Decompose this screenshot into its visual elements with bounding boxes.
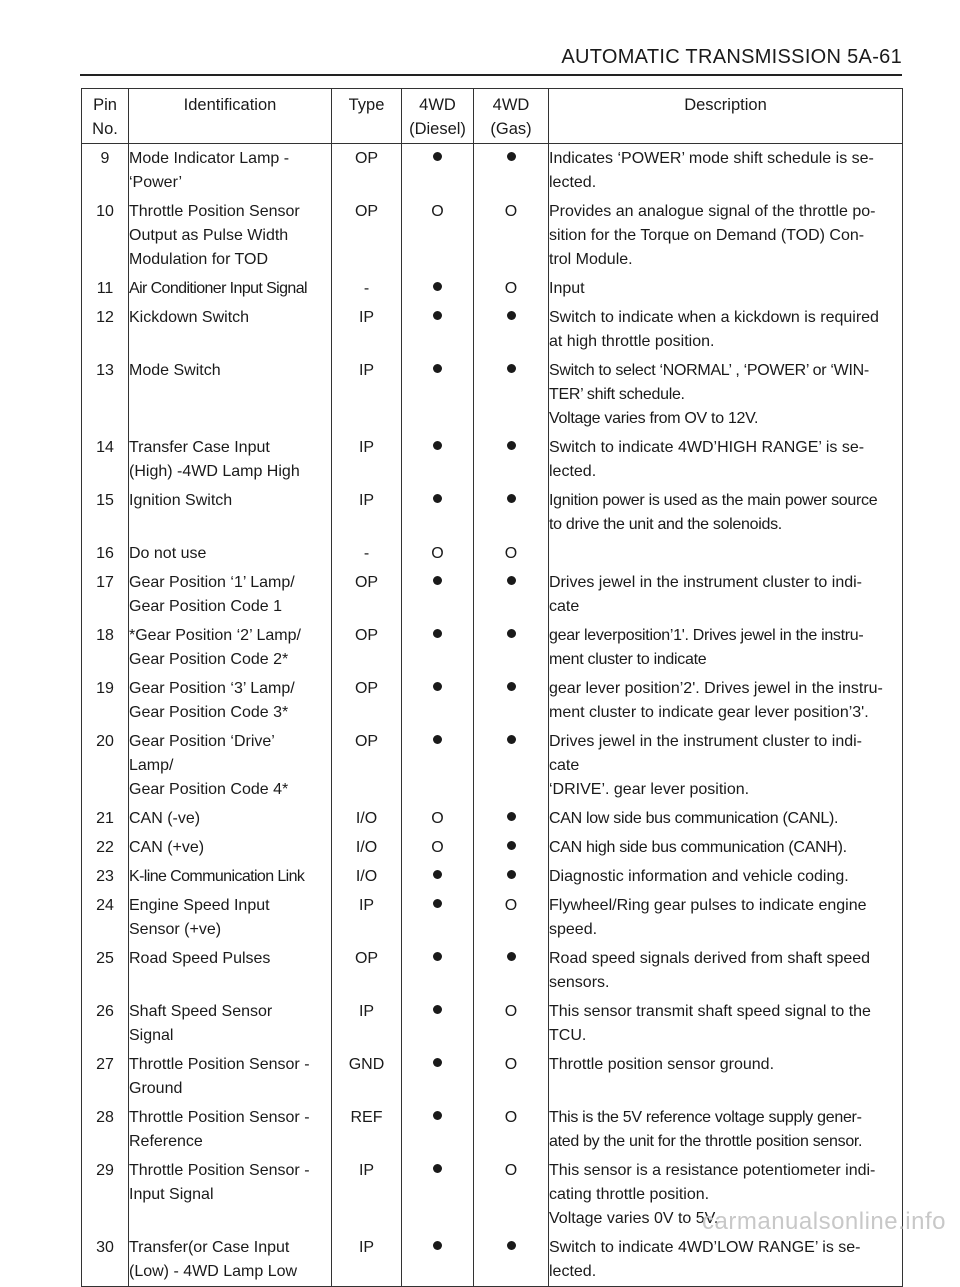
identification-line: (Low) - 4WD Lamp Low (129, 1263, 298, 1280)
gas-applicability (474, 944, 549, 997)
identification-line: Do not use (129, 545, 207, 562)
pin-identification (129, 1156, 332, 1233)
filled-dot-icon (433, 952, 442, 961)
description-line: Switch to indicate when a kickdown is required (549, 309, 879, 326)
filled-dot-icon (507, 152, 516, 161)
signal-type: - (332, 539, 402, 568)
pin-description (549, 197, 903, 274)
pin-identification (129, 804, 332, 833)
signal-type: REF (332, 1103, 402, 1156)
open-circle-mark: O (504, 1003, 518, 1020)
description-line: ated by the unit for the throttle position sensor. (549, 1133, 863, 1150)
signal-type: OP (332, 674, 402, 727)
pin-description (549, 433, 903, 486)
filled-dot-icon (507, 311, 516, 320)
col-header-diesel-line1: 4WD (419, 96, 456, 114)
gas-applicability (474, 356, 549, 433)
filled-dot-icon (507, 494, 516, 503)
description-line: Switch to select ‘NORMAL’ , ‘POWER’ or ‘WIN- (549, 362, 869, 379)
identification-line: Gear Position Code 1 (129, 598, 282, 615)
signal-type: I/O (332, 804, 402, 833)
identification-line: Signal (129, 1027, 174, 1044)
pin-number: 10 (82, 197, 129, 274)
pin-identification (129, 433, 332, 486)
gas-applicability (474, 568, 549, 621)
col-header-description: Description (549, 89, 903, 144)
pin-description (549, 303, 903, 356)
open-circle-mark: O (431, 203, 444, 220)
pin-description (549, 944, 903, 997)
identification-line: CAN (-ve) (129, 810, 201, 827)
pin-identification (129, 833, 332, 862)
filled-dot-icon (433, 735, 442, 744)
filled-dot-icon (507, 735, 516, 744)
gas-applicability (474, 727, 549, 804)
diesel-applicability (402, 891, 474, 944)
pin-identification (129, 944, 332, 997)
description-line: Drives jewel in the instrument cluster to indi- (549, 733, 863, 750)
identification-line: Mode Switch (129, 362, 221, 379)
description-line: lected. (549, 174, 597, 191)
signal-type: IP (332, 1156, 402, 1233)
signal-type: IP (332, 356, 402, 433)
gas-applicability (474, 862, 549, 891)
identification-line: Sensor (+ve) (129, 921, 222, 938)
open-circle-mark: O (431, 839, 444, 856)
diesel-applicability (402, 804, 474, 833)
identification-line: Throttle Position Sensor - (129, 1056, 310, 1073)
pin-identification (129, 539, 332, 568)
signal-type: OP (332, 621, 402, 674)
identification-line: Throttle Position Sensor - (129, 1162, 310, 1179)
gas-applicability (474, 891, 549, 944)
table-row (82, 539, 903, 568)
pin-table (81, 88, 903, 1287)
pin-description (549, 1103, 903, 1156)
pin-description (549, 568, 903, 621)
description-line: cating throttle position. (549, 1186, 710, 1203)
open-circle-mark: O (504, 1056, 518, 1073)
filled-dot-icon (433, 311, 442, 320)
pin-identification (129, 486, 332, 539)
table-row (82, 433, 903, 486)
pin-identification (129, 1233, 332, 1287)
open-circle-mark: O (504, 1162, 518, 1179)
diesel-applicability (402, 997, 474, 1050)
pin-description (549, 997, 903, 1050)
filled-dot-icon (507, 441, 516, 450)
pin-number: 17 (82, 568, 129, 621)
diesel-applicability (402, 197, 474, 274)
filled-dot-icon (433, 494, 442, 503)
description-line: sensors. (549, 974, 610, 991)
gas-applicability (474, 997, 549, 1050)
description-line: CAN high side bus communication (CANH). (549, 839, 847, 856)
gas-applicability (474, 833, 549, 862)
signal-type: IP (332, 891, 402, 944)
diesel-applicability (402, 1103, 474, 1156)
signal-type: OP (332, 944, 402, 997)
pin-number: 26 (82, 997, 129, 1050)
filled-dot-icon (507, 629, 516, 638)
pin-identification (129, 197, 332, 274)
pin-number: 9 (82, 144, 129, 198)
description-line: lected. (549, 463, 597, 480)
open-circle-mark: O (431, 810, 444, 827)
identification-line: Lamp/ (129, 757, 174, 774)
description-line: sition for the Torque on Demand (TOD) Con- (549, 227, 865, 244)
open-circle-mark: O (431, 545, 444, 562)
table-row (82, 274, 903, 303)
table-row (82, 944, 903, 997)
filled-dot-icon (433, 899, 442, 908)
pin-description (549, 1233, 903, 1287)
pin-description (549, 891, 903, 944)
gas-applicability (474, 197, 549, 274)
pin-number: 24 (82, 891, 129, 944)
identification-line: Shaft Speed Sensor (129, 1003, 273, 1020)
identification-line: Engine Speed Input (129, 897, 270, 914)
page-title: AUTOMATIC TRANSMISSION 5A-61 (561, 46, 902, 68)
col-header-gas-line1: 4WD (492, 96, 530, 114)
table-row (82, 356, 903, 433)
pin-number: 12 (82, 303, 129, 356)
description-line: Input (549, 280, 585, 297)
description-line: This sensor is a resistance potentiometer indi- (549, 1162, 876, 1179)
filled-dot-icon (507, 952, 516, 961)
filled-dot-icon (507, 682, 516, 691)
signal-type: IP (332, 1233, 402, 1287)
diesel-applicability (402, 486, 474, 539)
pin-number: 25 (82, 944, 129, 997)
gas-applicability (474, 303, 549, 356)
description-line: Provides an analogue signal of the throttle po- (549, 203, 876, 220)
gas-applicability (474, 486, 549, 539)
description-line: Road speed signals derived from shaft speed (549, 950, 871, 967)
signal-type: - (332, 274, 402, 303)
description-line: ment cluster to indicate gear lever position’3'. (549, 704, 869, 721)
table-row (82, 1103, 903, 1156)
identification-line: Transfer Case Input (129, 439, 270, 456)
header-rule (80, 74, 902, 76)
filled-dot-icon (507, 576, 516, 585)
pin-description (549, 539, 903, 568)
gas-applicability (474, 274, 549, 303)
pin-description (549, 486, 903, 539)
pin-description (549, 833, 903, 862)
identification-line: Reference (129, 1133, 203, 1150)
diesel-applicability (402, 944, 474, 997)
signal-type: IP (332, 303, 402, 356)
pin-description (549, 862, 903, 891)
description-line: Diagnostic information and vehicle coding. (549, 868, 849, 885)
pin-description (549, 274, 903, 303)
open-circle-mark: O (504, 280, 518, 297)
identification-line: Road Speed Pulses (129, 950, 271, 967)
signal-type: GND (332, 1050, 402, 1103)
pin-number: 22 (82, 833, 129, 862)
identification-line: Throttle Position Sensor - (129, 1109, 310, 1126)
open-circle-mark: O (504, 545, 518, 562)
pin-number: 19 (82, 674, 129, 727)
pin-number: 16 (82, 539, 129, 568)
table-row (82, 804, 903, 833)
open-circle-mark: O (504, 1109, 518, 1126)
gas-applicability (474, 804, 549, 833)
col-header-diesel-line2: (Diesel) (409, 120, 466, 138)
identification-line: (High) -4WD Lamp High (129, 463, 300, 480)
filled-dot-icon (507, 1241, 516, 1250)
table-row (82, 486, 903, 539)
pin-identification (129, 303, 332, 356)
filled-dot-icon (433, 1164, 442, 1173)
filled-dot-icon (507, 841, 516, 850)
table-row (82, 303, 903, 356)
signal-type: OP (332, 727, 402, 804)
gas-applicability (474, 539, 549, 568)
pin-identification (129, 621, 332, 674)
description-line: Indicates ‘POWER’ mode shift schedule is se- (549, 150, 874, 167)
table-row (82, 727, 903, 804)
diesel-applicability (402, 727, 474, 804)
identification-line: Output as Pulse Width (129, 227, 289, 244)
pin-identification (129, 674, 332, 727)
diesel-applicability (402, 621, 474, 674)
filled-dot-icon (433, 629, 442, 638)
signal-type: IP (332, 486, 402, 539)
gas-applicability (474, 674, 549, 727)
description-line: TCU. (549, 1027, 587, 1044)
pin-identification (129, 144, 332, 198)
pin-description (549, 144, 903, 198)
pin-description (549, 356, 903, 433)
filled-dot-icon (433, 576, 442, 585)
diesel-applicability (402, 356, 474, 433)
description-line: trol Module. (549, 251, 633, 268)
pin-number: 20 (82, 727, 129, 804)
description-line: cate (549, 757, 580, 774)
signal-type: OP (332, 197, 402, 274)
diesel-applicability (402, 1233, 474, 1287)
filled-dot-icon (433, 1241, 442, 1250)
description-line: at high throttle position. (549, 333, 715, 350)
open-circle-mark: O (504, 203, 518, 220)
pin-identification (129, 568, 332, 621)
description-line: Switch to indicate 4WD’HIGH RANGE’ is se- (549, 439, 865, 456)
diesel-applicability (402, 1156, 474, 1233)
col-header-identification: Identification (129, 89, 332, 144)
table-row (82, 833, 903, 862)
pin-description (549, 1050, 903, 1103)
identification-line: ‘Power’ (129, 174, 183, 191)
description-line: Drives jewel in the instrument cluster to indi- (549, 574, 863, 591)
gas-applicability (474, 1103, 549, 1156)
identification-line: Gear Position ‘3’ Lamp/ (129, 680, 295, 697)
table-row (82, 862, 903, 891)
pin-identification (129, 727, 332, 804)
description-line: ment cluster to indicate (549, 651, 707, 668)
identification-line: Mode Indicator Lamp - (129, 150, 290, 167)
gas-applicability (474, 433, 549, 486)
col-header-gas (474, 89, 549, 144)
col-header-gas-line2: (Gas) (490, 120, 532, 138)
filled-dot-icon (433, 441, 442, 450)
pin-number: 21 (82, 804, 129, 833)
description-line: Voltage varies 0V to 5V. (549, 1210, 719, 1227)
signal-type: IP (332, 997, 402, 1050)
filled-dot-icon (433, 282, 442, 291)
identification-line: Ignition Switch (129, 492, 233, 509)
table-row (82, 144, 903, 198)
gas-applicability (474, 144, 549, 198)
diesel-applicability (402, 833, 474, 862)
table-row (82, 891, 903, 944)
identification-line: Gear Position ‘1’ Lamp/ (129, 574, 295, 591)
pin-number: 18 (82, 621, 129, 674)
identification-line: *Gear Position ‘2’ Lamp/ (129, 627, 301, 644)
pin-number: 28 (82, 1103, 129, 1156)
page-header (80, 46, 902, 76)
description-line: speed. (549, 921, 598, 938)
pin-identification (129, 891, 332, 944)
description-line: ‘DRIVE’. gear lever position. (549, 781, 750, 798)
signal-type: OP (332, 568, 402, 621)
diesel-applicability (402, 433, 474, 486)
table-row (82, 197, 903, 274)
table-row (82, 997, 903, 1050)
identification-line: Gear Position Code 4* (129, 781, 289, 798)
identification-line: CAN (+ve) (129, 839, 205, 856)
description-line: to drive the unit and the solenoids. (549, 516, 782, 533)
signal-type: IP (332, 433, 402, 486)
gas-applicability (474, 1156, 549, 1233)
table-row (82, 1233, 903, 1287)
table-row (82, 1050, 903, 1103)
filled-dot-icon (507, 812, 516, 821)
signal-type: I/O (332, 833, 402, 862)
description-line: This is the 5V reference voltage supply gener- (549, 1109, 862, 1126)
pin-number: 29 (82, 1156, 129, 1233)
description-line: TER’ shift schedule. (549, 386, 685, 403)
identification-line: Modulation for TOD (129, 251, 269, 268)
identification-line: Transfer(or Case Input (129, 1239, 290, 1256)
table-row (82, 674, 903, 727)
identification-line: Air Conditioner Input Signal (129, 280, 307, 297)
description-line: Voltage varies from OV to 12V. (549, 410, 759, 427)
identification-line: Gear Position Code 3* (129, 704, 289, 721)
filled-dot-icon (433, 870, 442, 879)
diesel-applicability (402, 674, 474, 727)
description-line: lected. (549, 1263, 597, 1280)
diesel-applicability (402, 862, 474, 891)
description-line: This sensor transmit shaft speed signal to the (549, 1003, 871, 1020)
filled-dot-icon (433, 1058, 442, 1067)
filled-dot-icon (433, 364, 442, 373)
description-line: Throttle position sensor ground. (549, 1056, 775, 1073)
pin-description (549, 804, 903, 833)
signal-type: OP (332, 144, 402, 198)
filled-dot-icon (507, 870, 516, 879)
pin-description (549, 674, 903, 727)
table-row (82, 568, 903, 621)
diesel-applicability (402, 144, 474, 198)
pin-number: 14 (82, 433, 129, 486)
pin-number: 30 (82, 1233, 129, 1287)
diesel-applicability (402, 303, 474, 356)
pin-identification (129, 1103, 332, 1156)
identification-line: Kickdown Switch (129, 309, 250, 326)
pin-identification (129, 997, 332, 1050)
gas-applicability (474, 1050, 549, 1103)
pin-identification (129, 274, 332, 303)
identification-line: Ground (129, 1080, 183, 1097)
col-header-pin (82, 89, 129, 144)
open-circle-mark: O (504, 897, 518, 914)
table-header-row (82, 89, 903, 144)
diesel-applicability (402, 274, 474, 303)
description-line: CAN low side bus communication (CANL). (549, 810, 839, 827)
filled-dot-icon (433, 1005, 442, 1014)
identification-line: Gear Position ‘Drive’ (129, 733, 275, 750)
filled-dot-icon (433, 1111, 442, 1120)
filled-dot-icon (433, 682, 442, 691)
pin-description (549, 621, 903, 674)
signal-type: I/O (332, 862, 402, 891)
description-line: Ignition power is used as the main power source (549, 492, 878, 509)
col-header-diesel (402, 89, 474, 144)
gas-applicability (474, 1233, 549, 1287)
description-line: Switch to indicate 4WD’LOW RANGE’ is se- (549, 1239, 861, 1256)
identification-line: Gear Position Code 2* (129, 651, 289, 668)
col-header-pin-line1: Pin (93, 96, 117, 114)
pin-number: 15 (82, 486, 129, 539)
table-row (82, 621, 903, 674)
pin-table-body (82, 144, 903, 1287)
col-header-type: Type (332, 89, 402, 144)
identification-line: K-line Communication Link (129, 868, 305, 885)
pin-number: 11 (82, 274, 129, 303)
identification-line: Input Signal (129, 1186, 214, 1203)
diesel-applicability (402, 539, 474, 568)
description-line: Flywheel/Ring gear pulses to indicate engine (549, 897, 867, 914)
pin-number: 23 (82, 862, 129, 891)
diesel-applicability (402, 1050, 474, 1103)
filled-dot-icon (433, 152, 442, 161)
watermark: carmanualsonline.info (702, 1208, 946, 1235)
col-header-pin-line2: No. (92, 120, 118, 138)
pin-number: 27 (82, 1050, 129, 1103)
pin-identification (129, 862, 332, 891)
pin-description (549, 727, 903, 804)
pin-number: 13 (82, 356, 129, 433)
description-line: gear leverposition’1'. Drives jewel in the instru- (549, 627, 864, 644)
pin-identification (129, 356, 332, 433)
diesel-applicability (402, 568, 474, 621)
pin-identification (129, 1050, 332, 1103)
filled-dot-icon (507, 364, 516, 373)
gas-applicability (474, 621, 549, 674)
description-line: cate (549, 598, 580, 615)
identification-line: Throttle Position Sensor (129, 203, 300, 220)
description-line: gear lever position’2'. Drives jewel in the instru- (549, 680, 883, 697)
